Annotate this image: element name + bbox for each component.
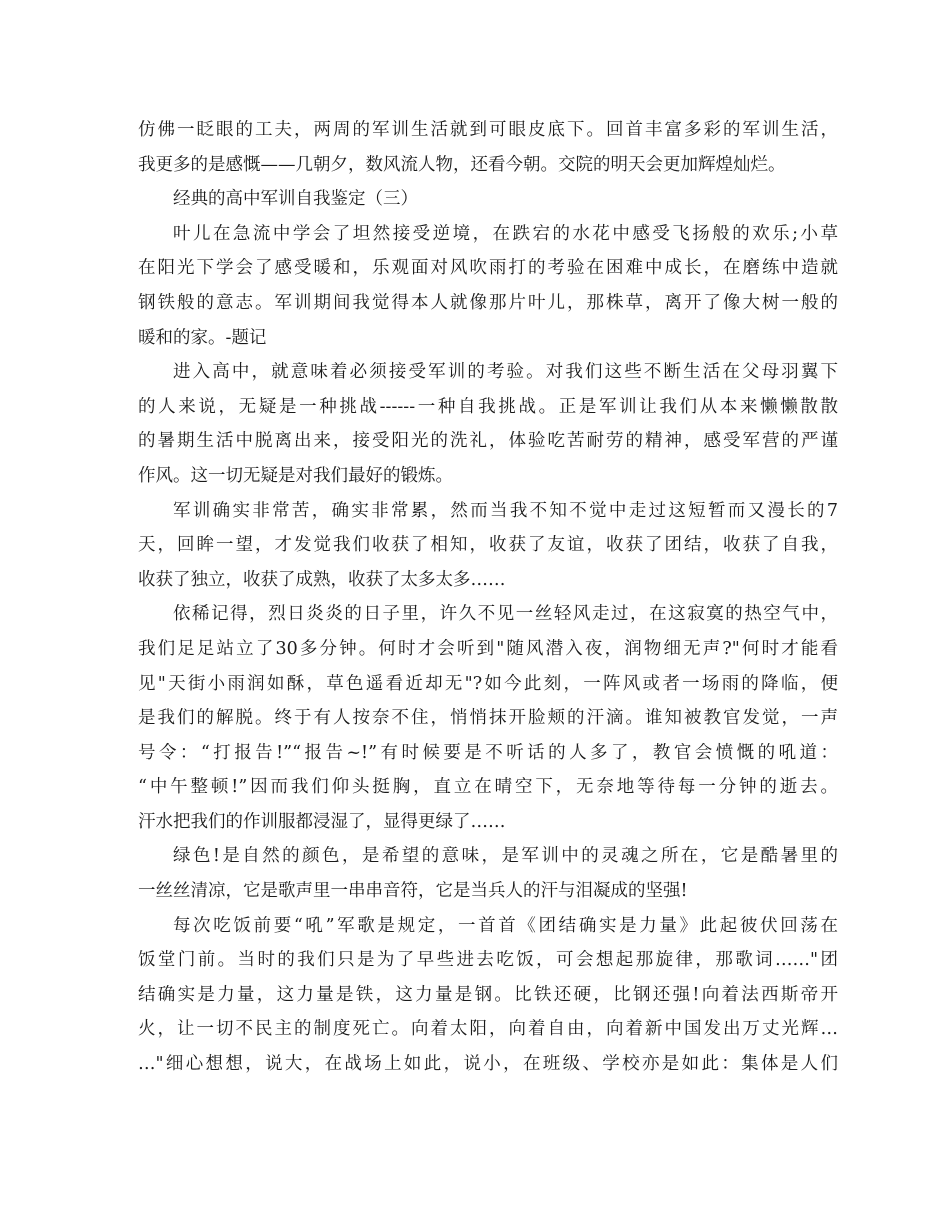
text-line: 的人来说，无疑是一种挑战------一种自我挑战。正是军训让我们从本来懒懒散散 <box>138 396 838 417</box>
text-line: 暖和的家。-题记 <box>138 327 267 348</box>
text-line: …"细心想想，说大，在战场上如此，说小，在班级、学校亦是如此：集体是人们 <box>138 1054 838 1075</box>
text-line: 军训确实非常苦，确实非常累，然而当我不知不觉中走过这短暂而又漫长的7 <box>173 500 838 521</box>
text-line: 一丝丝清凉，它是歌声里一串串音符，它是当兵人的汗与泪凝成的坚强! <box>138 881 688 902</box>
text-line: 结确实是力量，这力量是铁，这力量是钢。比铁还硬，比钢还强!向着法西斯帝开 <box>138 984 838 1005</box>
text-line: 是我们的解脱。终于有人按奈不住，悄悄抹开脸颊的汗滴。谁知被教官发觉，一声 <box>138 708 838 729</box>
text-line: “中午整顿!”因而我们仰头挺胸，直立在晴空下，无奈地等待每一分钟的逝去。 <box>138 777 838 798</box>
text-line: 见"天街小雨润如酥，草色遥看近却无"?如今此刻，一阵风或者一场雨的降临，便 <box>138 673 838 694</box>
text-line: 钢铁般的意志。军训期间我觉得本人就像那片叶儿，那株草，离开了像大树一般的 <box>138 292 838 313</box>
text-line: 天，回眸一望，才发觉我们收获了相知，收获了友谊，收获了团结，收获了自我， <box>138 535 838 556</box>
section-heading: 经典的高中军训自我鉴定（三） <box>173 189 418 210</box>
body-text <box>138 113 838 1082</box>
text-line: 每次吃饭前要“吼”军歌是规定，一首首《团结确实是力量》此起彼伏回荡在 <box>173 915 838 936</box>
text-line: 火，让一切不民主的制度死亡。向着太阳，向着自由，向着新中国发出万丈光辉… <box>138 1019 838 1040</box>
text-line: 我更多的是感慨——几朝夕，数风流人物，还看今朝。交院的明天会更加辉煌灿烂。 <box>138 154 786 175</box>
text-line: 号令：“打报告!”“报告~!”有时候要是不听话的人多了，教官会愤慨的吼道： <box>138 742 838 763</box>
text-line: 叶儿在急流中学会了坦然接受逆境，在跌宕的水花中感受飞扬般的欢乐;小草 <box>173 223 838 244</box>
text-line: 仿佛一眨眼的工夫，两周的军训生活就到可眼皮底下。回首丰富多彩的军训生活， <box>138 120 838 140</box>
text-line: 绿色!是自然的颜色，是希望的意味，是军训中的灵魂之所在，它是酷暑里的 <box>173 846 838 867</box>
text-line: 依稀记得，烈日炎炎的日子里，许久不见一丝轻风走过，在这寂寞的热空气中， <box>173 604 838 625</box>
text-line: 进入高中，就意味着必须接受军训的考验。对我们这些不断生活在父母羽翼下 <box>173 362 838 383</box>
text-line: 在阳光下学会了感受暖和，乐观面对风吹雨打的考验在困难中成长，在磨练中造就 <box>138 258 838 279</box>
text-line: 作风。这一切无疑是对我们最好的锻炼。 <box>138 465 453 486</box>
text-line: 汗水把我们的作训服都浸湿了，显得更绿了…… <box>138 811 506 832</box>
text-line: 的暑期生活中脱离出来，接受阳光的洗礼，体验吃苦耐劳的精神，感受军营的严谨 <box>138 431 838 452</box>
text-line: 我们足足站立了30多分钟。何时才会听到"随风潜入夜，润物细无声?"何时才能看 <box>138 638 838 659</box>
text-line: 收获了独立，收获了成熟，收获了太多太多…… <box>138 569 506 590</box>
text-line: 饭堂门前。当时的我们只是为了早些进去吃饭，可会想起那旋律，那歌词……"团 <box>138 950 838 971</box>
